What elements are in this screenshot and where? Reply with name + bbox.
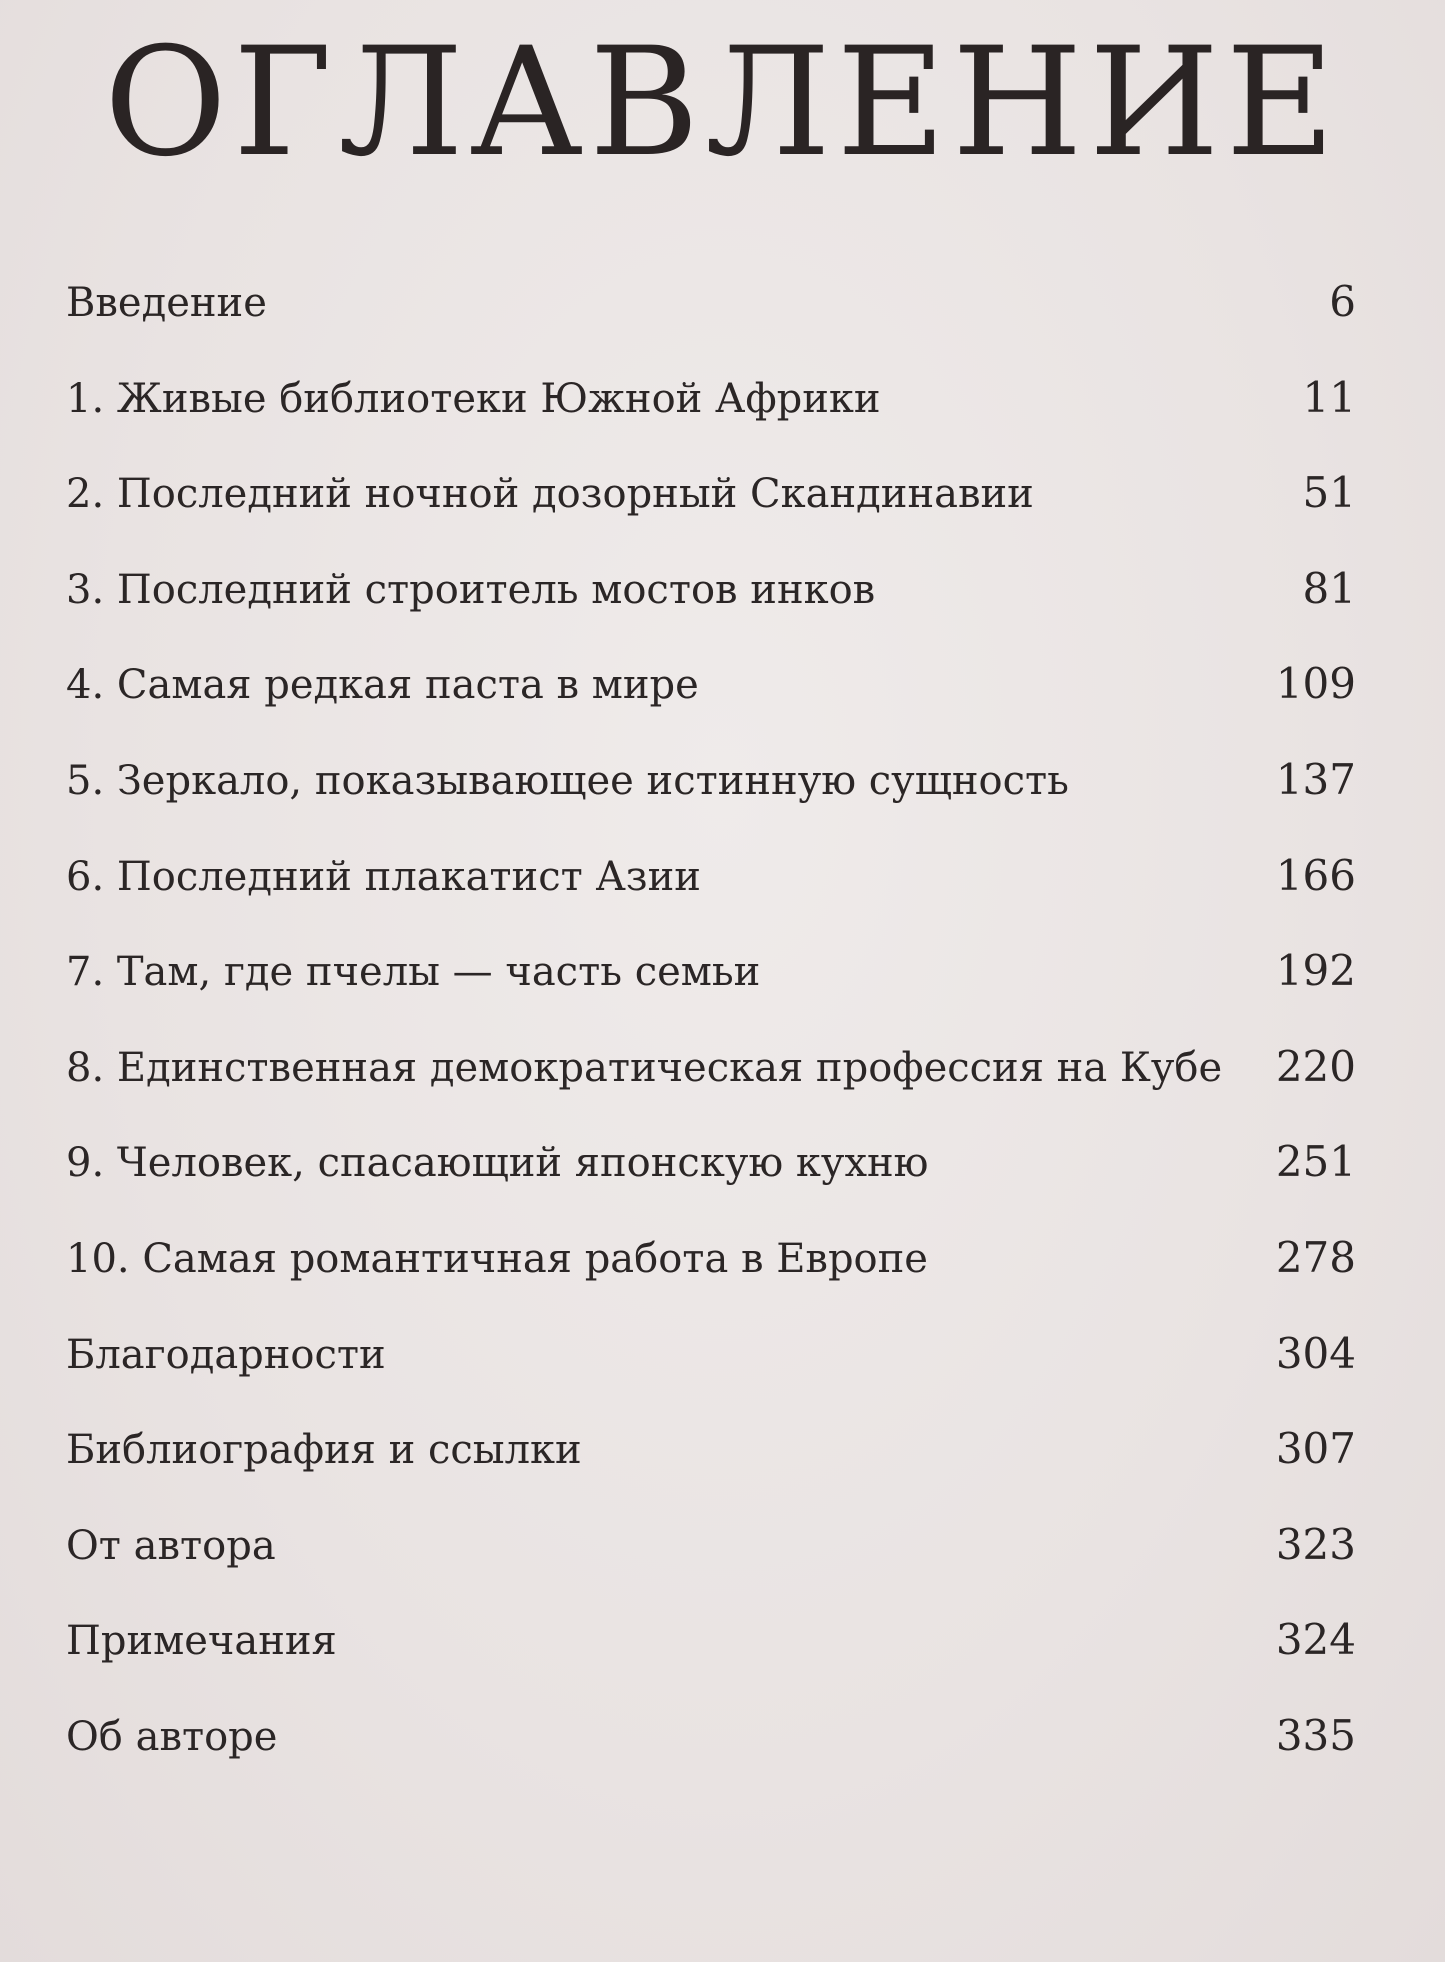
toc-entry: [66, 358, 1356, 454]
toc-entry-page: 6: [1329, 277, 1356, 326]
toc-entry-page: 51: [1302, 468, 1356, 518]
toc-entry-title: 8. Единственная демократическая профессия на Кубе: [66, 1044, 1223, 1091]
toc-entry: [66, 262, 1356, 358]
toc-entry-page: 335: [1275, 1710, 1356, 1760]
toc-entry-title: Библиография и ссылки: [66, 1427, 582, 1474]
toc-entry-page: 323: [1275, 1519, 1356, 1569]
toc-entry: [66, 836, 1356, 932]
toc-entry-title: 9. Человек, спасающий японскую кухню: [66, 1140, 929, 1187]
toc-entry: [66, 644, 1356, 740]
toc-entry-title: 1. Живые библиотеки Южной Африки: [66, 375, 881, 422]
toc-entry: [66, 931, 1356, 1027]
toc-entry-title: Примечания: [66, 1618, 337, 1665]
toc-entry-page: 278: [1275, 1232, 1356, 1282]
toc-entry: [66, 1314, 1356, 1410]
toc-entry-page: 251: [1275, 1137, 1356, 1187]
toc-entry: [66, 1027, 1356, 1123]
toc-entry-page: 220: [1275, 1041, 1356, 1091]
table-of-contents: [66, 262, 1356, 1792]
toc-entry-title: 2. Последний ночной дозорный Скандинавии: [66, 471, 1034, 518]
toc-entry: [66, 453, 1356, 549]
toc-entry-title: Введение: [66, 280, 267, 326]
toc-entry-title: Благодарности: [66, 1331, 386, 1378]
toc-entry-page: 109: [1275, 659, 1356, 709]
toc-entry: [66, 740, 1356, 836]
toc-entry-page: 307: [1275, 1424, 1356, 1474]
toc-entry-page: 166: [1275, 850, 1356, 900]
toc-entry-title: 5. Зеркало, показывающее истинную сущность: [66, 757, 1069, 804]
toc-entry: [66, 1218, 1356, 1314]
toc-entry: [66, 1122, 1356, 1218]
toc-entry: [66, 1696, 1356, 1792]
toc-entry-title: 4. Самая редкая паста в мире: [66, 662, 699, 709]
toc-entry-page: 192: [1275, 946, 1356, 996]
page-title: ОГЛАВЛЕНИЕ: [103, 16, 1342, 190]
toc-entry-title: 3. Последний строитель мостов инков: [66, 566, 876, 613]
toc-entry-title: 10. Самая романтичная работа в Европе: [66, 1235, 928, 1282]
toc-entry-page: 137: [1275, 754, 1356, 804]
toc-entry-title: Об авторе: [66, 1713, 278, 1760]
toc-entry-title: 6. Последний плакатист Азии: [66, 853, 701, 900]
toc-entry-page: 304: [1275, 1328, 1356, 1378]
toc-entry-page: 11: [1302, 372, 1356, 422]
toc-entry: [66, 1600, 1356, 1696]
toc-entry: [66, 549, 1356, 645]
toc-entry: [66, 1409, 1356, 1505]
toc-entry-title: 7. Там, где пчелы — часть семьи: [66, 949, 761, 996]
toc-entry: [66, 1505, 1356, 1601]
toc-entry-page: 81: [1302, 563, 1356, 613]
toc-entry-page: 324: [1275, 1615, 1356, 1665]
toc-entry-title: От автора: [66, 1522, 276, 1569]
